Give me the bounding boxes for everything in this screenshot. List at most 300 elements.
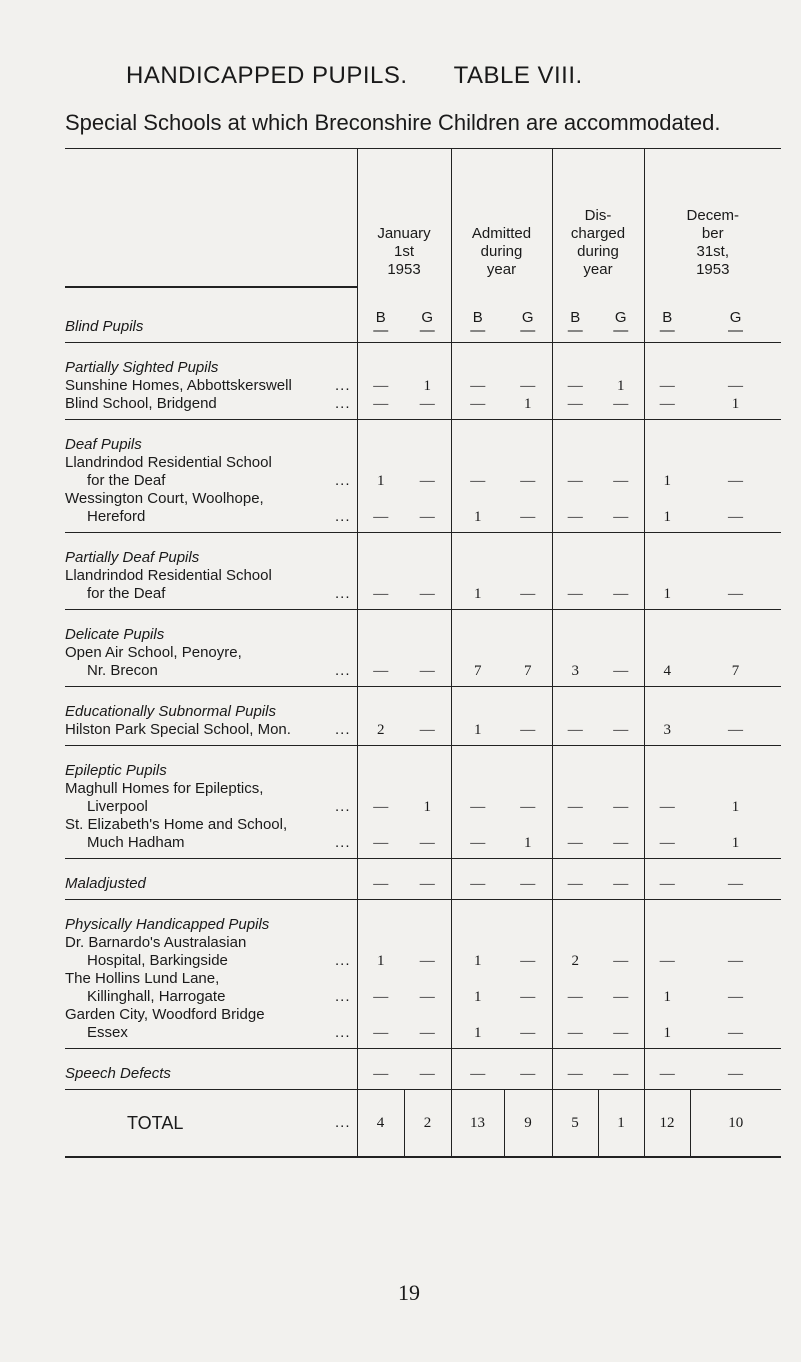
value: 1 bbox=[731, 396, 740, 412]
value: — bbox=[373, 799, 389, 815]
group-label-cell bbox=[65, 533, 357, 610]
table-body bbox=[65, 287, 781, 1157]
school-name-line: Killinghall, Harrogate ... bbox=[87, 988, 351, 1005]
spacer bbox=[452, 644, 505, 662]
spacer bbox=[404, 780, 451, 798]
group-7 bbox=[65, 859, 781, 900]
value: — bbox=[419, 509, 435, 525]
value-cell bbox=[644, 343, 690, 420]
school-name-line: Blind School, Bridgend ... bbox=[65, 395, 351, 412]
spacer bbox=[553, 934, 599, 952]
school-name-line: for the Deaf ... bbox=[87, 472, 351, 489]
value: — bbox=[613, 663, 629, 679]
school-name-line: Essex ... bbox=[87, 1024, 351, 1041]
school-name-line: St. Elizabeth's Home and School, bbox=[65, 816, 288, 833]
value-cell bbox=[644, 687, 690, 746]
spacer bbox=[645, 567, 691, 585]
spacer bbox=[645, 816, 691, 834]
spacer bbox=[358, 454, 405, 472]
value: — bbox=[567, 396, 583, 412]
spacer bbox=[504, 454, 552, 472]
total-value: 9 bbox=[504, 1090, 552, 1158]
value-cell bbox=[451, 420, 504, 533]
leader-dots: ... bbox=[334, 952, 351, 969]
value: — bbox=[613, 953, 629, 969]
spacer bbox=[645, 490, 691, 508]
value-cell bbox=[357, 746, 404, 859]
value-cell bbox=[598, 343, 644, 420]
underline-dash: — bbox=[373, 322, 389, 339]
value: — bbox=[373, 396, 389, 412]
spacer bbox=[598, 567, 644, 585]
spacer bbox=[404, 454, 451, 472]
school-name-line: Hereford ... bbox=[87, 508, 351, 525]
spacer bbox=[404, 567, 451, 585]
spacer bbox=[452, 490, 505, 508]
group-label-cell bbox=[65, 1049, 357, 1090]
value-cell bbox=[357, 533, 404, 610]
spacer bbox=[452, 934, 505, 952]
value-cell bbox=[552, 746, 598, 859]
girls-subheader: G — bbox=[404, 287, 451, 343]
spacer bbox=[358, 1006, 405, 1024]
value: — bbox=[613, 799, 629, 815]
value: — bbox=[419, 835, 435, 851]
value: — bbox=[567, 1066, 583, 1082]
spacer bbox=[358, 780, 405, 798]
spacer bbox=[404, 1006, 451, 1024]
spacer bbox=[452, 780, 505, 798]
leader-dots: ... bbox=[334, 721, 351, 738]
value-cell bbox=[451, 1049, 504, 1090]
value-cell bbox=[404, 343, 451, 420]
value-cell bbox=[690, 420, 781, 533]
school-name-line: Hilston Park Special School, Mon. ... bbox=[65, 721, 351, 738]
group-5 bbox=[65, 687, 781, 746]
leader-dots: ... bbox=[334, 988, 351, 1005]
spacer bbox=[553, 816, 599, 834]
school-name-line: The Hollins Lund Lane, bbox=[65, 970, 220, 987]
value: — bbox=[728, 586, 744, 602]
value: 1 bbox=[663, 509, 672, 525]
value-cell bbox=[504, 859, 552, 900]
spacer bbox=[504, 816, 552, 834]
school-name-line: Open Air School, Penoyre, bbox=[65, 644, 242, 661]
value-cell bbox=[690, 533, 781, 610]
group-title: Physically Handicapped Pupils bbox=[65, 916, 270, 933]
value-cell bbox=[644, 900, 690, 1049]
spacer bbox=[358, 644, 405, 662]
spacer bbox=[553, 780, 599, 798]
group-title: Maladjusted bbox=[65, 875, 146, 892]
value-cell bbox=[690, 900, 781, 1049]
value: — bbox=[567, 876, 583, 892]
value: — bbox=[613, 989, 629, 1005]
value: — bbox=[520, 586, 536, 602]
spacer bbox=[358, 970, 405, 988]
value: — bbox=[520, 876, 536, 892]
value: — bbox=[373, 663, 389, 679]
value: — bbox=[419, 396, 435, 412]
value-cell bbox=[598, 859, 644, 900]
value-cell bbox=[690, 343, 781, 420]
spacer bbox=[598, 934, 644, 952]
spacer bbox=[645, 454, 691, 472]
value: — bbox=[419, 722, 435, 738]
group-0 bbox=[65, 287, 781, 343]
spacer bbox=[690, 816, 781, 834]
value: — bbox=[373, 876, 389, 892]
school-name-line: Dr. Barnardo's Australasian bbox=[65, 934, 247, 951]
value-cell bbox=[552, 343, 598, 420]
value-cell bbox=[690, 610, 781, 687]
spacer bbox=[504, 934, 552, 952]
underline-dash: — bbox=[728, 322, 744, 339]
value: 4 bbox=[663, 663, 672, 679]
value: — bbox=[728, 989, 744, 1005]
value-cell bbox=[598, 900, 644, 1049]
value-cell bbox=[690, 746, 781, 859]
value-cell bbox=[552, 687, 598, 746]
value: — bbox=[567, 989, 583, 1005]
value-cell bbox=[552, 420, 598, 533]
value: — bbox=[373, 1025, 389, 1041]
value: — bbox=[373, 835, 389, 851]
spacer bbox=[690, 934, 781, 952]
value: 1 bbox=[474, 586, 482, 602]
spacer bbox=[358, 490, 405, 508]
value: 1 bbox=[617, 378, 625, 394]
value-cell bbox=[598, 1049, 644, 1090]
value-cell bbox=[644, 859, 690, 900]
value: — bbox=[567, 722, 583, 738]
value-cell bbox=[552, 533, 598, 610]
boys-subheader: B — bbox=[552, 287, 598, 343]
value: — bbox=[728, 509, 744, 525]
value: — bbox=[567, 378, 583, 394]
value: — bbox=[567, 1025, 583, 1041]
spacer bbox=[645, 934, 691, 952]
value-cell bbox=[404, 900, 451, 1049]
value: — bbox=[613, 1025, 629, 1041]
group-8 bbox=[65, 900, 781, 1049]
underline-dash: — bbox=[659, 322, 675, 339]
value-cell bbox=[644, 533, 690, 610]
value-cell bbox=[451, 343, 504, 420]
spacer bbox=[690, 970, 781, 988]
value: — bbox=[470, 473, 486, 489]
group-title: Delicate Pupils bbox=[65, 626, 165, 643]
value-cell bbox=[552, 859, 598, 900]
spacer bbox=[598, 644, 644, 662]
value-cell bbox=[598, 610, 644, 687]
spacer bbox=[598, 816, 644, 834]
value-cell bbox=[644, 1049, 690, 1090]
value: — bbox=[520, 509, 536, 525]
spacer bbox=[645, 970, 691, 988]
spacer bbox=[404, 490, 451, 508]
col-header-admitted: Admitted during year bbox=[451, 149, 552, 288]
value: 1 bbox=[524, 396, 532, 412]
value: 1 bbox=[474, 989, 482, 1005]
value-cell bbox=[598, 420, 644, 533]
group-label-cell bbox=[65, 610, 357, 687]
school-name-line: Liverpool ... bbox=[87, 798, 351, 815]
value: 1 bbox=[423, 378, 431, 394]
value-cell bbox=[357, 610, 404, 687]
value-cell bbox=[504, 900, 552, 1049]
spacer bbox=[645, 644, 691, 662]
value: — bbox=[728, 473, 744, 489]
value: 1 bbox=[474, 1025, 482, 1041]
value: — bbox=[659, 953, 675, 969]
value: — bbox=[470, 1066, 486, 1082]
value: — bbox=[659, 1066, 675, 1082]
leader-dots: ... bbox=[334, 377, 351, 394]
group-title: Educationally Subnormal Pupils bbox=[65, 703, 276, 720]
spacer bbox=[504, 1006, 552, 1024]
boys-subheader: B — bbox=[644, 287, 690, 343]
boys-subheader: B — bbox=[357, 287, 404, 343]
value: 7 bbox=[731, 663, 740, 679]
spacer bbox=[553, 970, 599, 988]
value: — bbox=[567, 509, 583, 525]
value: 2 bbox=[571, 953, 580, 969]
value-cell bbox=[451, 859, 504, 900]
value-cell bbox=[404, 610, 451, 687]
value-cell bbox=[357, 343, 404, 420]
girls-subheader: G — bbox=[504, 287, 552, 343]
value: — bbox=[659, 876, 675, 892]
value: — bbox=[613, 509, 629, 525]
leader-dots: ... bbox=[334, 1024, 351, 1041]
value: — bbox=[613, 722, 629, 738]
value: — bbox=[470, 876, 486, 892]
value-cell bbox=[404, 746, 451, 859]
spacer bbox=[690, 644, 781, 662]
school-name-line: Much Hadham ... bbox=[87, 834, 351, 851]
spacer bbox=[404, 816, 451, 834]
spacer bbox=[690, 454, 781, 472]
value: — bbox=[613, 1066, 629, 1082]
leader-dots: ... bbox=[334, 662, 351, 679]
total-value: 5 bbox=[552, 1090, 598, 1158]
value-cell bbox=[357, 420, 404, 533]
spacer bbox=[553, 490, 599, 508]
group-label-cell bbox=[65, 287, 357, 343]
value: — bbox=[728, 1066, 744, 1082]
value: — bbox=[470, 835, 486, 851]
value-cell bbox=[357, 687, 404, 746]
girls-subheader: G — bbox=[690, 287, 781, 343]
spacer bbox=[690, 1006, 781, 1024]
page-number: 19 bbox=[398, 1280, 420, 1305]
value: 1 bbox=[474, 953, 482, 969]
value: — bbox=[419, 663, 435, 679]
col-header-december: Decem- ber 31st, 1953 bbox=[644, 149, 781, 288]
value: — bbox=[613, 473, 629, 489]
leader-dots: ... bbox=[334, 585, 351, 602]
value-cell bbox=[552, 610, 598, 687]
underline-dash: — bbox=[419, 322, 435, 339]
value: — bbox=[419, 586, 435, 602]
group-1 bbox=[65, 343, 781, 420]
value: — bbox=[613, 835, 629, 851]
spacer bbox=[452, 970, 505, 988]
value: 1 bbox=[663, 1025, 672, 1041]
spacer bbox=[404, 970, 451, 988]
value: — bbox=[659, 799, 675, 815]
value-cell bbox=[690, 859, 781, 900]
value-cell bbox=[504, 343, 552, 420]
spacer bbox=[504, 780, 552, 798]
group-2 bbox=[65, 420, 781, 533]
school-name-line: Nr. Brecon ... bbox=[87, 662, 351, 679]
value-cell bbox=[504, 687, 552, 746]
value-cell bbox=[552, 1049, 598, 1090]
total-label: TOTAL ... bbox=[65, 1090, 357, 1158]
value-cell bbox=[690, 1049, 781, 1090]
spacer bbox=[645, 780, 691, 798]
spacer bbox=[553, 644, 599, 662]
group-label-cell bbox=[65, 746, 357, 859]
value: 1 bbox=[663, 989, 672, 1005]
value: — bbox=[567, 799, 583, 815]
value-cell bbox=[451, 687, 504, 746]
value-cell bbox=[504, 533, 552, 610]
group-6 bbox=[65, 746, 781, 859]
spacer bbox=[452, 1006, 505, 1024]
value-cell bbox=[644, 420, 690, 533]
value: 1 bbox=[663, 473, 672, 489]
spacer bbox=[504, 567, 552, 585]
value-cell bbox=[690, 687, 781, 746]
total-value: 2 bbox=[404, 1090, 451, 1158]
value-cell bbox=[644, 610, 690, 687]
underline-dash: — bbox=[613, 322, 629, 339]
value: — bbox=[520, 1066, 536, 1082]
leader-dots: ... bbox=[334, 834, 351, 851]
group-9 bbox=[65, 1049, 781, 1090]
value: 7 bbox=[524, 663, 532, 679]
group-label-cell bbox=[65, 687, 357, 746]
group-title: Epileptic Pupils bbox=[65, 762, 167, 779]
spacer bbox=[553, 1006, 599, 1024]
spacer bbox=[598, 490, 644, 508]
value: — bbox=[520, 799, 536, 815]
spacer bbox=[598, 970, 644, 988]
value: — bbox=[613, 876, 629, 892]
value-cell bbox=[404, 533, 451, 610]
value: — bbox=[419, 1025, 435, 1041]
spacer bbox=[690, 780, 781, 798]
value: 1 bbox=[377, 473, 385, 489]
value: — bbox=[470, 396, 486, 412]
total-value: 10 bbox=[690, 1090, 781, 1158]
leader-dots: ... bbox=[334, 508, 351, 525]
spacer bbox=[452, 816, 505, 834]
value: 1 bbox=[474, 509, 482, 525]
value: — bbox=[520, 378, 536, 394]
value: — bbox=[728, 378, 744, 394]
boys-subheader: B — bbox=[451, 287, 504, 343]
group-label-cell bbox=[65, 420, 357, 533]
spacer bbox=[358, 567, 405, 585]
value: — bbox=[659, 835, 675, 851]
school-name-line: Sunshine Homes, Abbottskerswell ... bbox=[65, 377, 351, 394]
value: — bbox=[419, 1066, 435, 1082]
value: — bbox=[613, 586, 629, 602]
value-cell bbox=[404, 859, 451, 900]
value-cell bbox=[504, 420, 552, 533]
page-subtitle: Special Schools at which Breconshire Children are accommodated. bbox=[65, 110, 721, 135]
school-name-line: Hospital, Barkingside ... bbox=[87, 952, 351, 969]
group-title: Blind Pupils bbox=[65, 318, 144, 335]
value-cell bbox=[357, 859, 404, 900]
value-cell bbox=[451, 610, 504, 687]
col-header-discharged: Dis- charged during year bbox=[552, 149, 644, 288]
group-title: Deaf Pupils bbox=[65, 436, 142, 453]
value: 1 bbox=[524, 835, 532, 851]
value-cell bbox=[404, 687, 451, 746]
spacer bbox=[452, 567, 505, 585]
value: 1 bbox=[474, 722, 482, 738]
value: — bbox=[659, 378, 675, 394]
underline-dash: — bbox=[520, 322, 536, 339]
value: — bbox=[567, 835, 583, 851]
value: — bbox=[728, 722, 744, 738]
value-cell bbox=[598, 687, 644, 746]
spacer bbox=[645, 1006, 691, 1024]
value: — bbox=[520, 722, 536, 738]
value: — bbox=[373, 586, 389, 602]
spacer bbox=[358, 934, 405, 952]
title-right: TABLE VIII. bbox=[453, 62, 583, 89]
leader-dots: ... bbox=[334, 395, 351, 412]
value: 3 bbox=[571, 663, 580, 679]
value-cell bbox=[504, 1049, 552, 1090]
value-cell bbox=[504, 746, 552, 859]
total-value: 12 bbox=[644, 1090, 690, 1158]
spacer bbox=[598, 780, 644, 798]
value-cell bbox=[404, 1049, 451, 1090]
header-blank-cell bbox=[65, 149, 357, 288]
leader-dots: ... bbox=[334, 472, 351, 489]
group-4 bbox=[65, 610, 781, 687]
value-cell bbox=[357, 900, 404, 1049]
group-label-cell bbox=[65, 859, 357, 900]
value-cell bbox=[504, 610, 552, 687]
total-value: 13 bbox=[451, 1090, 504, 1158]
group-3 bbox=[65, 533, 781, 610]
col-header-january: January 1st 1953 bbox=[357, 149, 451, 288]
value: — bbox=[373, 1066, 389, 1082]
value: — bbox=[520, 1025, 536, 1041]
value: — bbox=[419, 876, 435, 892]
value: — bbox=[613, 396, 629, 412]
value-cell bbox=[404, 420, 451, 533]
value-cell bbox=[552, 900, 598, 1049]
value: 3 bbox=[663, 722, 672, 738]
spacer bbox=[690, 567, 781, 585]
value: 1 bbox=[731, 835, 740, 851]
value: — bbox=[728, 1025, 744, 1041]
school-name-line: Llandrindod Residential School bbox=[65, 567, 272, 584]
spacer bbox=[404, 644, 451, 662]
value: — bbox=[567, 473, 583, 489]
value: — bbox=[373, 378, 389, 394]
value: 7 bbox=[474, 663, 482, 679]
